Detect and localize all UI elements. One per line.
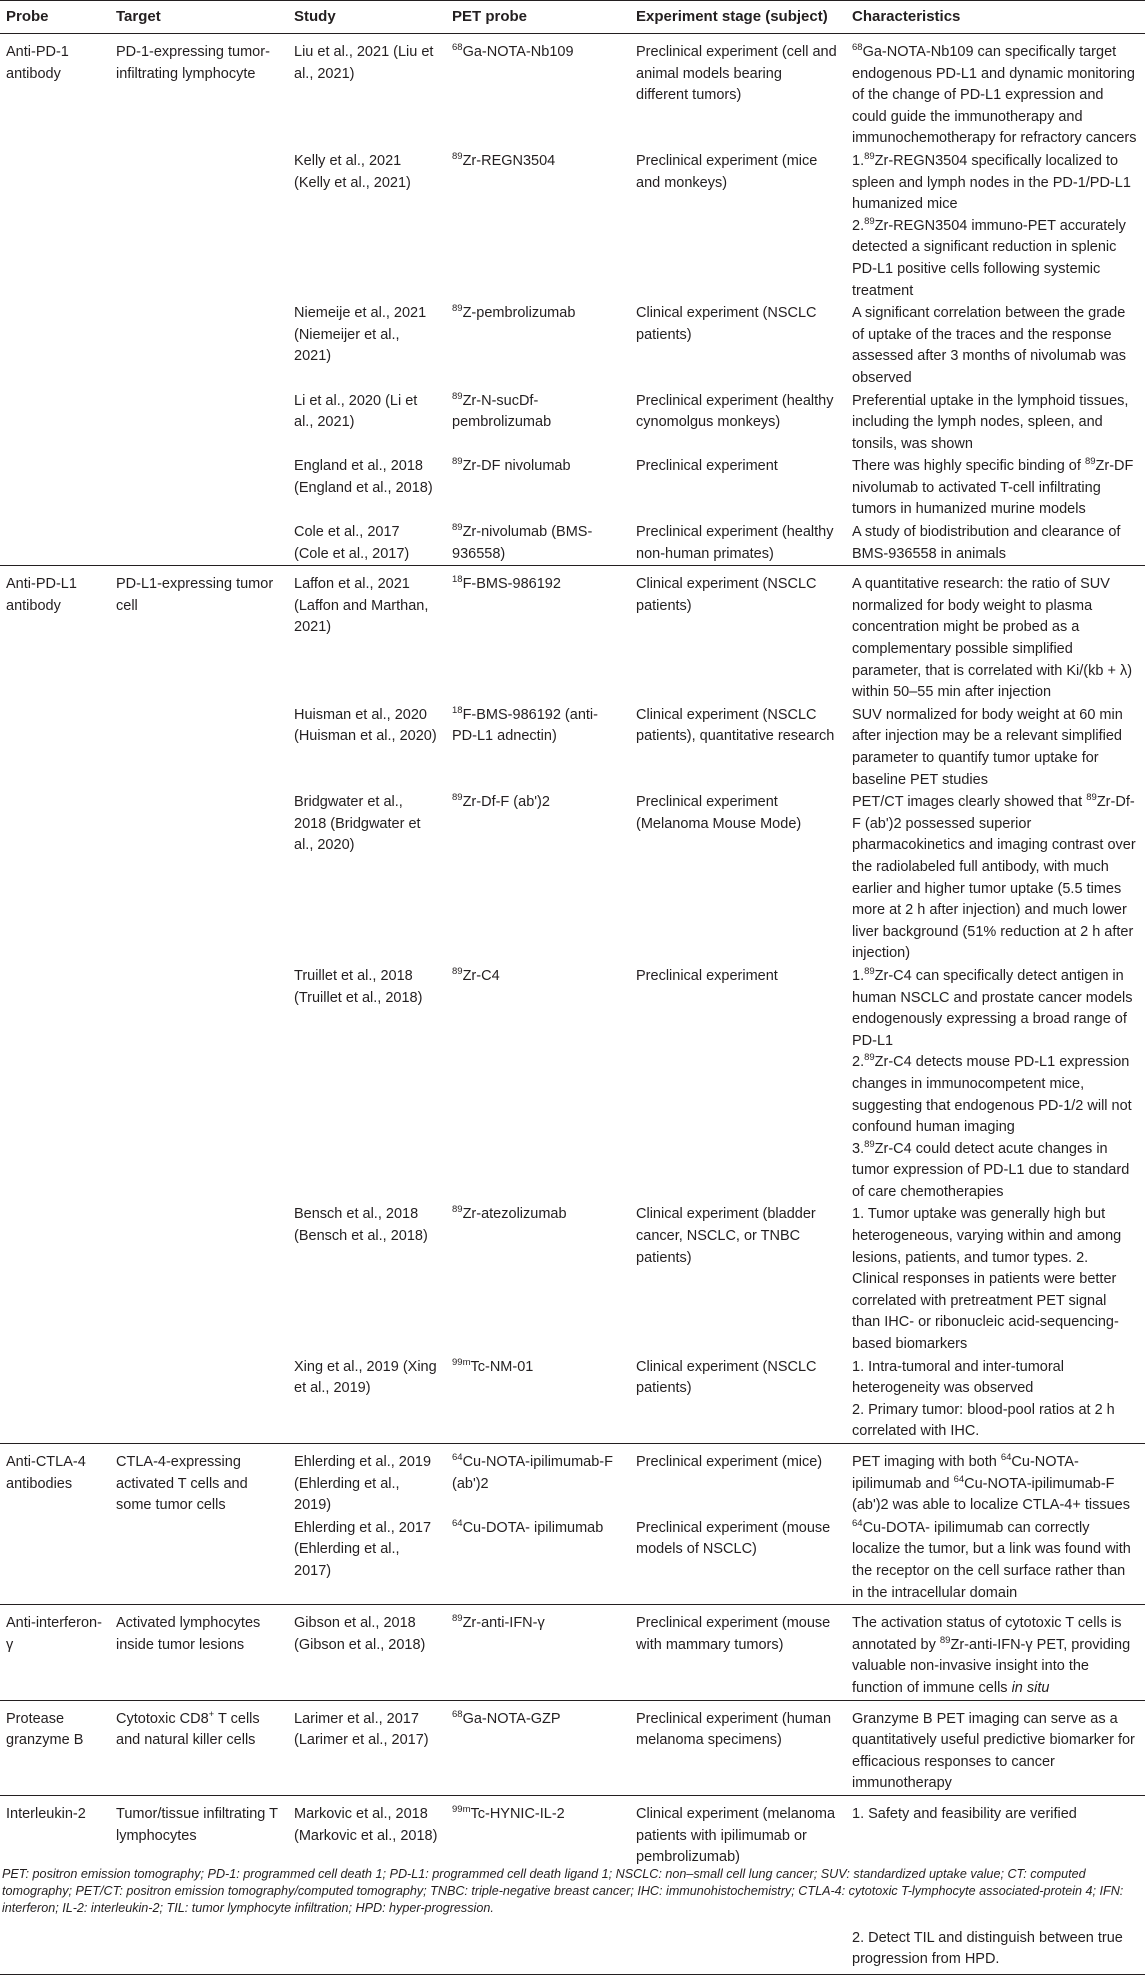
cell-study: Kelly et al., 2021 (Kelly et al., 2021) <box>294 152 411 191</box>
isotope-mass: 89 <box>452 151 463 163</box>
table-row <box>0 455 1145 521</box>
cell-target: CTLA-4-expressing activated T cells and some tumor cells <box>110 1444 288 1517</box>
cell-study: Huisman et al., 2020 (Huisman et al., 2020) <box>294 706 437 745</box>
cell-stage: Preclinical experiment (cell and animal models bearing different tumors) <box>630 34 846 150</box>
table-row <box>0 34 1145 150</box>
cell-target: Activated lymphocytes inside tumor lesions <box>110 1605 288 1700</box>
cell-characteristics: A study of biodistribution and clearance of BMS-936558 in animals <box>852 524 1121 562</box>
cell-probe <box>0 521 110 566</box>
isotope-mass: 89 <box>1086 792 1097 804</box>
isotope-mass: 64 <box>452 1452 463 1464</box>
probe-name: Z-pembrolizumab <box>462 305 576 322</box>
header-pet-probe: PET probe <box>446 1 630 34</box>
cell-probe <box>0 302 110 389</box>
cell-probe <box>0 1203 110 1355</box>
characteristics-item <box>852 966 1137 1052</box>
probe-name: Zr-REGN3504 <box>462 152 556 169</box>
isotope-mass: 89 <box>864 1052 875 1064</box>
isotope-mass: 64 <box>852 1517 863 1529</box>
cell-stage: Preclinical experiment <box>636 458 778 475</box>
header-target: Target <box>110 1 288 34</box>
characteristics-text: PET imaging with both <box>852 1454 1001 1470</box>
cell-probe <box>0 1517 110 1605</box>
probe-name: Cu-NOTA-ipilimumab-F (ab')2 <box>452 1454 613 1492</box>
item-number: 2. <box>852 217 865 234</box>
cell-probe: Interleukin-2 <box>0 1795 110 1974</box>
probe-name: F-BMS-986192 (anti-PD-L1 adnectin) <box>452 706 598 745</box>
table-row <box>0 150 1145 302</box>
cell-target <box>110 455 288 521</box>
cell-study: Niemeije et al., 2021 (Niemeijer et al., 2021) <box>294 305 427 365</box>
cell-pet-probe <box>446 1700 630 1795</box>
cell-study: Ehlerding et al., 2017 (Ehlerding et al., 2017) <box>294 1519 432 1579</box>
cell-characteristics: Granzyme B PET imaging can serve as a quantitatively useful predictive biomarker for efficacious responses to cancer immunotherapy <box>846 1700 1145 1795</box>
cell-study: England et al., 2018 (England et al., 2018) <box>294 458 433 496</box>
cell-target <box>110 150 288 302</box>
cell-study: Bensch et al., 2018 (Bensch et al., 2018) <box>294 1206 428 1245</box>
table-row <box>0 1444 1145 1517</box>
cell-stage: Preclinical experiment (healthy non-human primates) <box>636 524 834 562</box>
characteristics-text: Zr-REGN3504 specifically localized to spleen and lymph nodes in the PD-1/PD-L1 humanized mice <box>852 152 1131 213</box>
cell-probe <box>0 965 110 1204</box>
isotope-mass: 89 <box>939 1634 951 1646</box>
cell-study: Larimer et al., 2017 (Larimer et al., 2017) <box>288 1700 446 1795</box>
cell-study: Xing et al., 2019 (Xing et al., 2019) <box>294 1358 437 1397</box>
cell-stage: Clinical experiment (NSCLC patients) <box>636 1358 817 1397</box>
item-number: 2. <box>852 1054 865 1071</box>
characteristics-item: 1. Safety and feasibility are verified <box>852 1805 1077 1822</box>
table-header-row <box>0 1 1145 34</box>
header-experiment-stage: Experiment stage (subject) <box>630 1 846 34</box>
table-row <box>0 1605 1145 1700</box>
probe-name: Zr-atezolizumab <box>462 1206 567 1223</box>
isotope-mass: 18 <box>452 574 463 586</box>
cell-characteristics: A significant correlation between the grade of uptake of the traces and the response assessed after 3 months of nivolumab was observed <box>852 305 1127 386</box>
isotope-mass: 18 <box>452 704 463 716</box>
cell-pet-probe <box>446 965 630 1204</box>
cell-pet-probe <box>446 302 630 389</box>
cell-stage: Preclinical experiment (Melanoma Mouse Mode) <box>636 794 802 832</box>
cell-characteristics <box>846 1517 1145 1605</box>
characteristics-text: Zr-REGN3504 immuno-PET accurately detected a significant reduction in splenic PD-L1 positive cells following systemic treatment <box>852 217 1126 299</box>
table-row <box>0 1356 1145 1444</box>
probe-name: Zr-DF nivolumab <box>462 458 571 475</box>
probe-name: Ga-NOTA-GZP <box>462 1710 561 1727</box>
table-row <box>0 521 1145 566</box>
cell-stage: Clinical experiment (bladder cancer, NSCLC, or TNBC patients) <box>636 1206 816 1266</box>
cell-stage: Preclinical experiment (mice and monkeys) <box>636 152 818 191</box>
cell-stage: Preclinical experiment (mouse with mammary tumors) <box>630 1605 846 1700</box>
cell-target <box>110 1203 288 1355</box>
cell-probe: Anti-CTLA-4 antibodies <box>0 1444 110 1517</box>
table-row <box>0 1203 1145 1355</box>
cell-target <box>110 704 288 791</box>
cell-stage: Clinical experiment (NSCLC patients) <box>636 305 817 343</box>
characteristics-item: 1. Intra-tumoral and inter-tumoral heterogeneity was observed <box>852 1358 1064 1397</box>
cell-study: Markovic et al., 2018 (Markovic et al., 2018) <box>288 1795 446 1974</box>
probe-name: Ga-NOTA-Nb109 <box>462 44 574 60</box>
cell-pet-probe <box>446 1356 630 1444</box>
cell-target <box>110 302 288 389</box>
header-characteristics: Characteristics <box>846 1 1145 34</box>
cell-target <box>110 1517 288 1605</box>
probe-name: Zr-N-sucDf-pembrolizumab <box>452 392 552 431</box>
cell-study: Cole et al., 2017 (Cole et al., 2017) <box>294 524 410 562</box>
cell-pet-probe <box>446 521 630 566</box>
cell-pet-probe <box>446 566 630 704</box>
cell-study: Li et al., 2020 (Li et al., 2021) <box>294 392 418 431</box>
cell-stage: Preclinical experiment (healthy cynomolgus monkeys) <box>636 392 834 431</box>
table-row <box>0 566 1145 704</box>
cell-target: PD-1-expressing tumor-infiltrating lymphocyte <box>110 34 288 150</box>
probe-name: Tc-NM-01 <box>470 1358 534 1375</box>
cell-pet-probe <box>446 704 630 791</box>
cell-pet-probe <box>446 34 630 150</box>
cell-pet-probe <box>446 150 630 302</box>
characteristics-text: The activation status of cytotoxic T cells is annotated by <box>852 1615 1122 1653</box>
isotope-mass: 99m <box>452 1804 471 1816</box>
cell-probe: Anti-PD-1 antibody <box>0 34 110 150</box>
cell-stage: Preclinical experiment (mouse models of NSCLC) <box>636 1519 831 1558</box>
characteristics-text: Zr-anti-IFN-γ PET, providing valuable non-invasive insight into the function of immune cells <box>852 1636 1131 1696</box>
isotope-mass: 68 <box>852 42 863 54</box>
cell-characteristics <box>846 455 1145 521</box>
isotope-mass: 89 <box>452 1613 463 1625</box>
table-row <box>0 791 1145 965</box>
cell-stage: Clinical experiment (melanoma patients with ipilimumab or pembrolizumab) <box>630 1795 846 1974</box>
cell-stage: Clinical experiment (NSCLC patients), quantitative research <box>636 706 835 745</box>
table-row <box>0 1700 1145 1795</box>
cell-pet-probe <box>446 1517 630 1605</box>
cell-study: Bridgwater et al., 2018 (Bridgwater et al., 2020) <box>294 794 421 854</box>
isotope-mass: 89 <box>452 303 463 315</box>
probe-name: Zr-anti-IFN-γ <box>462 1615 545 1632</box>
isotope-mass: 89 <box>452 456 463 468</box>
probe-name: Tc-HYNIC-IL-2 <box>470 1805 565 1822</box>
isotope-mass: 89 <box>452 390 463 402</box>
cell-study: Laffon et al., 2021 (Laffon and Marthan, 2021) <box>288 566 446 704</box>
table-row <box>0 1517 1145 1605</box>
isotope-mass: 89 <box>864 966 875 978</box>
characteristics-text: Zr-C4 detects mouse PD-L1 expression changes in immunocompetent mice, suggesting that endogenous PD-1/2 will not confound human imaging <box>852 1054 1132 1136</box>
cell-pet-probe <box>446 1605 630 1700</box>
probe-name: F-BMS-986192 <box>462 576 561 593</box>
cell-pet-probe <box>446 1203 630 1355</box>
cell-stage: Preclinical experiment (human melanoma specimens) <box>630 1700 846 1795</box>
cell-probe <box>0 150 110 302</box>
isotope-mass: 99m <box>452 1356 471 1368</box>
isotope-mass: 89 <box>864 151 875 163</box>
cell-study: Liu et al., 2021 (Liu et al., 2021) <box>288 34 446 150</box>
cell-characteristics <box>846 965 1145 1204</box>
characteristics-italic: in situ <box>1011 1679 1050 1696</box>
characteristics-text: Zr-DF nivolumab to activated T-cell infiltrating tumors in humanized murine models <box>852 458 1134 518</box>
cell-characteristics <box>846 150 1145 302</box>
cell-stage: Preclinical experiment (mice) <box>630 1444 846 1517</box>
cell-pet-probe <box>446 1444 630 1517</box>
isotope-mass: 89 <box>452 966 463 978</box>
cell-target <box>110 390 288 456</box>
characteristics-text: Cu-DOTA- ipilimumab can correctly localize the tumor, but a link was found with the receptor on the cell surface rather than in the intracellular domain <box>852 1519 1131 1601</box>
cell-characteristics <box>846 1605 1145 1700</box>
table-row <box>0 704 1145 791</box>
probe-name: Zr-C4 <box>462 967 500 984</box>
isotope-mass: 64 <box>452 1517 463 1529</box>
cell-study: Ehlerding et al., 2019 (Ehlerding et al., 2019) <box>288 1444 446 1517</box>
characteristics-item <box>852 1052 1137 1138</box>
characteristics-text: Ga-NOTA-Nb109 can specifically target endogenous PD-L1 and dynamic monitoring of the change of PD-L1 expression and could guide the immunotherapy and immunochemotherapy for refractory cancers <box>852 44 1137 147</box>
cell-probe <box>0 704 110 791</box>
characteristics-text: Zr-Df-F (ab')2 possessed superior pharmacokinetics and imaging contrast over the radiolabeled full antibody, with much earlier and higher tumor uptake (5.5 times more at 2 h after injection) and much lower liver background (51% reduction at 2 h after injection) <box>852 794 1136 962</box>
characteristics-text: Zr-C4 can specifically detect antigen in human NSCLC and prostate cancer models endogenously expressing a broad range of PD-L1 <box>852 967 1133 1049</box>
cell-probe: Anti-PD-L1 antibody <box>0 566 110 704</box>
isotope-mass: 68 <box>452 42 463 54</box>
characteristics-text: Cu-NOTA-ipilimumab and <box>852 1454 1079 1492</box>
item-number: 3. <box>852 1140 865 1157</box>
cell-probe <box>0 455 110 521</box>
target-text: Cytotoxic CD8 <box>116 1710 209 1727</box>
cell-target <box>110 1700 288 1795</box>
cell-stage: Preclinical experiment <box>636 967 778 984</box>
cell-pet-probe <box>446 390 630 456</box>
cell-characteristics: Preferential uptake in the lymphoid tissues, including the lymph nodes, spleen, and tonsils, was shown <box>852 392 1129 452</box>
characteristics-text: There was highly specific binding of <box>852 458 1085 475</box>
cell-target <box>110 521 288 566</box>
cell-stage: Clinical experiment (NSCLC patients) <box>630 566 846 704</box>
cell-characteristics: SUV normalized for body weight at 60 min after injection may be a relevant simplified parameter to quantify tumor uptake for baseline PET studies <box>852 706 1123 788</box>
item-number: 1. <box>852 967 865 984</box>
cell-probe <box>0 1356 110 1444</box>
characteristics-text: PET/CT images clearly showed that <box>852 794 1087 811</box>
isotope-mass: 89 <box>452 792 463 804</box>
cell-study: Gibson et al., 2018 (Gibson et al., 2018) <box>288 1605 446 1700</box>
isotope-mass: 89 <box>1084 456 1096 468</box>
isotope-mass: 89 <box>452 522 463 534</box>
characteristics-text: Zr-C4 could detect acute changes in tumor expression of PD-L1 due to standard of care chemotherapies <box>852 1140 1130 1200</box>
table-row <box>0 302 1145 389</box>
characteristics-item <box>852 1139 1137 1204</box>
cell-characteristics: A quantitative research: the ratio of SUV normalized for body weight to plasma concentration might be probed as a complementary possible simplified parameter, that is correlated with Ki/(kb + λ) within 50–55 min after injection <box>846 566 1145 704</box>
cell-characteristics: 1. Tumor uptake was generally high but heterogeneous, varying within and among lesions, patients, and tumor types. 2. Clinical responses in patients were better correlated with pretreatment PET signal than IHC- or ribonucleic acid-sequencing-based biomarkers <box>852 1206 1122 1353</box>
cell-target <box>110 1356 288 1444</box>
cell-pet-probe <box>446 791 630 965</box>
cell-characteristics <box>846 34 1145 150</box>
isotope-mass: 64 <box>1000 1452 1012 1464</box>
cell-characteristics <box>846 791 1145 965</box>
table-footnote: PET: positron emission tomography; PD-1: programmed cell death 1; PD-L1: programmed cell death ligand 1; NSCLC: non–small cell lung cancer; SUV: standardized uptake value; CT: computed tomography; PET/CT: positron emission tomography/computed tomography; TNBC: triple-negative breast cancer; IHC: immunohistochemistry; CTLA-4: cytotoxic T-lymphocyte associated-protein 4; IFN: interferon; IL-2: interleukin-2; TIL: tumor lymphocyte infiltration; HPD: hyper-progression. <box>2 1867 1124 1915</box>
target-text: T cells and natural killer cells <box>116 1710 260 1749</box>
isotope-mass: 89 <box>452 1204 463 1216</box>
characteristics-item: 2. Primary tumor: blood-pool ratios at 2 h correlated with IHC. <box>852 1401 1115 1440</box>
cell-study: Truillet et al., 2018 (Truillet et al., 2018) <box>294 967 423 1006</box>
cell-characteristics <box>846 1444 1145 1517</box>
item-number: 1. <box>852 152 865 169</box>
cell-probe <box>0 791 110 965</box>
cell-target <box>110 965 288 1204</box>
cell-target <box>110 791 288 965</box>
characteristics-item <box>852 151 1137 216</box>
probe-name: Zr-nivolumab (BMS-936558) <box>452 524 593 562</box>
superscript: + <box>208 1708 215 1720</box>
isotope-mass: 89 <box>864 1138 875 1150</box>
cell-target: Tumor/tissue infiltrating T lymphocytes <box>110 1795 288 1974</box>
isotope-mass: 89 <box>864 215 875 227</box>
probe-name: Zr-Df-F (ab')2 <box>462 794 550 811</box>
cell-probe: Protease granzyme B <box>0 1700 110 1795</box>
cell-pet-probe <box>446 455 630 521</box>
cell-characteristics <box>846 1356 1145 1444</box>
isotope-mass: 68 <box>452 1708 463 1720</box>
isotope-mass: 64 <box>953 1473 965 1485</box>
characteristics-item: 2. Detect TIL and distinguish between true progression from HPD. <box>852 1929 1123 1968</box>
characteristics-item <box>852 216 1137 302</box>
characteristics-text: Cu-NOTA-ipilimumab-F (ab')2 was able to localize CTLA-4+ tissues <box>852 1475 1130 1514</box>
header-probe: Probe <box>0 1 110 34</box>
probe-name: Cu-DOTA- ipilimumab <box>462 1519 604 1536</box>
cell-probe: Anti-interferon-γ <box>0 1605 110 1700</box>
cell-target: PD-L1-expressing tumor cell <box>110 566 288 704</box>
header-study: Study <box>288 1 446 34</box>
cell-probe <box>0 390 110 456</box>
table-row <box>0 390 1145 456</box>
table-row <box>0 965 1145 1204</box>
